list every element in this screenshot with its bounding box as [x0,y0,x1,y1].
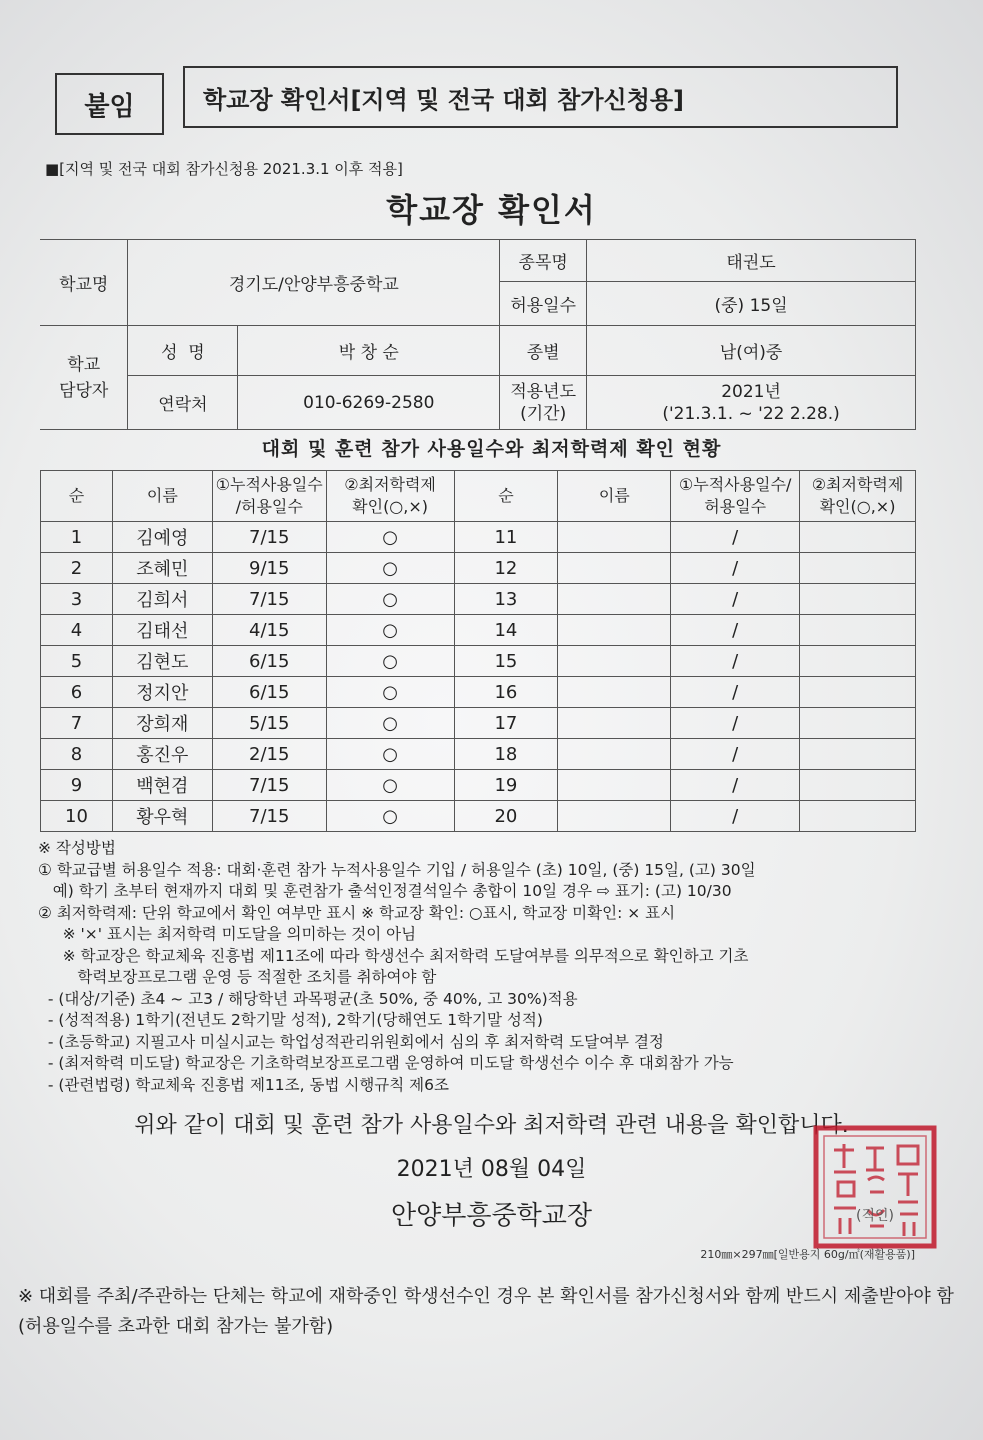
instruction-line: - (초등학교) 지필고사 미실시교는 학업성적관리위원회에서 심의 후 최저학력 도달여부 결정 [38,1032,664,1051]
sport-label: 종목명 [500,240,587,282]
instruction-line: ② 최저학력제: 단위 학교에서 확인 여부만 표시 ※ 학교장 확인: ○표시, 학교장 미확인: × 표시 [38,903,676,922]
student-name: 정지안 [112,677,212,708]
instruction-line: - (성적적용) 1학기(전년도 2학기말 성적), 2학기(당해연도 1학기말 성적) [38,1011,543,1029]
used-days: / [671,522,800,553]
column-header: ①누적사용일수 /허용일수 [212,471,326,522]
row-number: 15 [454,646,558,677]
achievement-check [800,553,916,584]
student-name [558,646,671,677]
row-number: 18 [454,739,558,770]
instruction-line: 학력보장프로그램 운영 등 적절한 조치를 취하여야 함 [38,968,437,986]
instruction-line: ※ '×' 표시는 최저학력 미도달을 의미하는 것이 아님 [38,925,417,943]
row-number: 17 [454,708,558,739]
instruction-line: - (최저학력 미도달) 학교장은 기초학력보장프로그램 운영하여 미도달 학생선수 이수 후 대회참가 가능 [38,1054,734,1072]
student-name: 김예영 [112,522,212,553]
used-days: / [671,553,800,584]
gender-label: 종별 [500,326,587,376]
row-number: 16 [454,677,558,708]
column-header: 순 [454,471,558,522]
contact-label: 연락처 [128,376,238,430]
document-title: 학교장 확인서 [386,191,597,229]
table-row [41,677,916,708]
student-name [558,615,671,646]
student-name: 김희서 [112,584,212,615]
contact-value: 010-6269-2580 [238,376,500,430]
used-days: / [671,677,800,708]
achievement-check [800,739,916,770]
table-row [41,646,916,677]
row-number: 7 [41,708,113,739]
achievement-check: ○ [326,646,454,677]
table-row [41,708,916,739]
used-days: 4/15 [212,615,326,646]
attachment-label: 붙임 [55,73,164,135]
column-header: 이름 [558,471,671,522]
student-name [558,677,671,708]
section-title: 대회 및 훈련 참가 사용일수와 최저학력제 확인 현황 [261,438,722,460]
used-days: 6/15 [212,646,326,677]
paper-spec: 210㎜×297㎜[일반용지 60g/㎡(재활용품)] [700,1248,915,1261]
allowed-days-label: 허용일수 [500,282,587,326]
row-number: 3 [41,584,113,615]
student-name [558,739,671,770]
confirmation-statement: 위와 같이 대회 및 훈련 참가 사용일수와 최저학력 관련 내용을 확인합니다. [134,1113,849,1138]
student-name: 백현겸 [112,770,212,801]
row-number: 1 [41,522,113,553]
used-days: / [671,584,800,615]
used-days: 7/15 [212,584,326,615]
student-name [558,801,671,832]
achievement-check [800,584,916,615]
table-row [41,553,916,584]
table-header-row [41,471,916,522]
student-name: 홍진우 [112,739,212,770]
student-name: 김현도 [112,646,212,677]
achievement-check: ○ [326,801,454,832]
row-number: 20 [454,801,558,832]
achievement-check: ○ [326,522,454,553]
row-number: 11 [454,522,558,553]
column-header: 순 [41,471,113,522]
official-seal-stamp [810,1122,940,1252]
used-days: / [671,708,800,739]
row-number: 4 [41,615,113,646]
instruction-line: ※ 작성방법 [38,839,116,857]
table-row [41,522,916,553]
row-number: 13 [454,584,558,615]
achievement-check: ○ [326,615,454,646]
used-days: 7/15 [212,770,326,801]
used-days: 9/15 [212,553,326,584]
row-number: 9 [41,770,113,801]
table-row [41,615,916,646]
manager-label: 학교 담당자 [40,326,128,430]
used-days: / [671,739,800,770]
school-label: 학교명 [40,240,128,326]
achievement-check [800,708,916,739]
achievement-check: ○ [326,553,454,584]
row-number: 5 [41,646,113,677]
instruction-line: - (관련법령) 학교체육 진흥법 제11조, 동법 시행규칙 제6조 [38,1075,449,1094]
writing-instructions [38,838,928,1096]
used-days: 2/15 [212,739,326,770]
table-row [41,584,916,615]
achievement-check: ○ [326,708,454,739]
student-name [558,553,671,584]
table-row [41,770,916,801]
column-header: ①누적사용일수/ 허용일수 [671,471,800,522]
footer-note: ※ 대회를 주최/주관하는 단체는 학교에 재학중인 학생선수인 경우 본 확인서를 참가신청서와 함께 반드시 제출받아야 함(허용일수를 초과한 대회 참가는 불가함) [18,1286,954,1337]
student-name [558,708,671,739]
used-days: / [671,770,800,801]
used-days: 7/15 [212,522,326,553]
achievement-check: ○ [326,770,454,801]
achievement-check [800,522,916,553]
row-number: 2 [41,553,113,584]
student-name: 황우혁 [112,801,212,832]
instruction-line: 예) 학기 초부터 현재까지 대회 및 훈련참가 출석인정결석일수 총합이 10일 경우 ⇨ 표기: (고) 10/30 [38,882,732,900]
achievement-check: ○ [326,584,454,615]
row-number: 10 [41,801,113,832]
student-name: 조혜민 [112,553,212,584]
allowed-days-value: (중) 15일 [587,282,916,326]
student-name [558,522,671,553]
info-table [40,239,916,430]
achievement-check [800,677,916,708]
column-header: ②최저학력제 확인(○,×) [800,471,916,522]
table-row [41,739,916,770]
application-scope-note: ■[지역 및 전국 대회 참가신청용 2021.3.1 이후 적용] [45,160,403,178]
student-table [40,470,916,832]
instruction-line: ① 학교급별 허용일수 적용: 대회·훈련 참가 누적사용일수 기입 / 허용일수 (초) 10일, (중) 15일, (고) 30일 [38,860,756,879]
achievement-check: ○ [326,677,454,708]
year-cell [587,376,916,430]
name-label: 성 명 [128,326,238,376]
table-row [41,801,916,832]
used-days: 7/15 [212,801,326,832]
row-number: 14 [454,615,558,646]
used-days: 6/15 [212,677,326,708]
school-value: 경기도/안양부흥중학교 [128,240,500,326]
principal-signature: 안양부흥중학교장 [391,1201,592,1231]
achievement-check [800,615,916,646]
used-days: / [671,615,800,646]
student-name [558,770,671,801]
seal-label: (직인) [856,1208,894,1224]
row-number: 12 [454,553,558,584]
achievement-check [800,646,916,677]
student-name [558,584,671,615]
used-days: 5/15 [212,708,326,739]
sport-value: 태권도 [587,240,916,282]
instruction-line: ※ 학교장은 학교체육 진흥법 제11조에 따라 학생선수 최저학력 도달여부를 의무적으로 확인하고 기초 [38,946,749,965]
column-header: 이름 [112,471,212,522]
achievement-check [800,770,916,801]
name-value: 박 창 순 [238,326,500,376]
instruction-line: - (대상/기준) 초4 ~ 고3 / 해당학년 과목평균(초 50%, 중 40%, 고 30%)적용 [38,989,578,1008]
issue-date: 2021년 08월 04일 [396,1157,587,1182]
row-number: 8 [41,739,113,770]
gender-value: 남(여)중 [587,326,916,376]
used-days: / [671,801,800,832]
year-period: ('21.3.1. ~ '22 2.28.) [662,403,840,424]
row-number: 19 [454,770,558,801]
achievement-check [800,801,916,832]
year-value: 2021년 [721,381,781,402]
year-label: 적용년도 (기간) [500,376,587,430]
row-number: 6 [41,677,113,708]
student-name: 장희재 [112,708,212,739]
used-days: / [671,646,800,677]
form-header-title: 학교장 확인서[지역 및 전국 대회 참가신청용] [183,66,898,128]
achievement-check: ○ [326,739,454,770]
column-header: ②최저학력제 확인(○,×) [326,471,454,522]
student-name: 김태선 [112,615,212,646]
